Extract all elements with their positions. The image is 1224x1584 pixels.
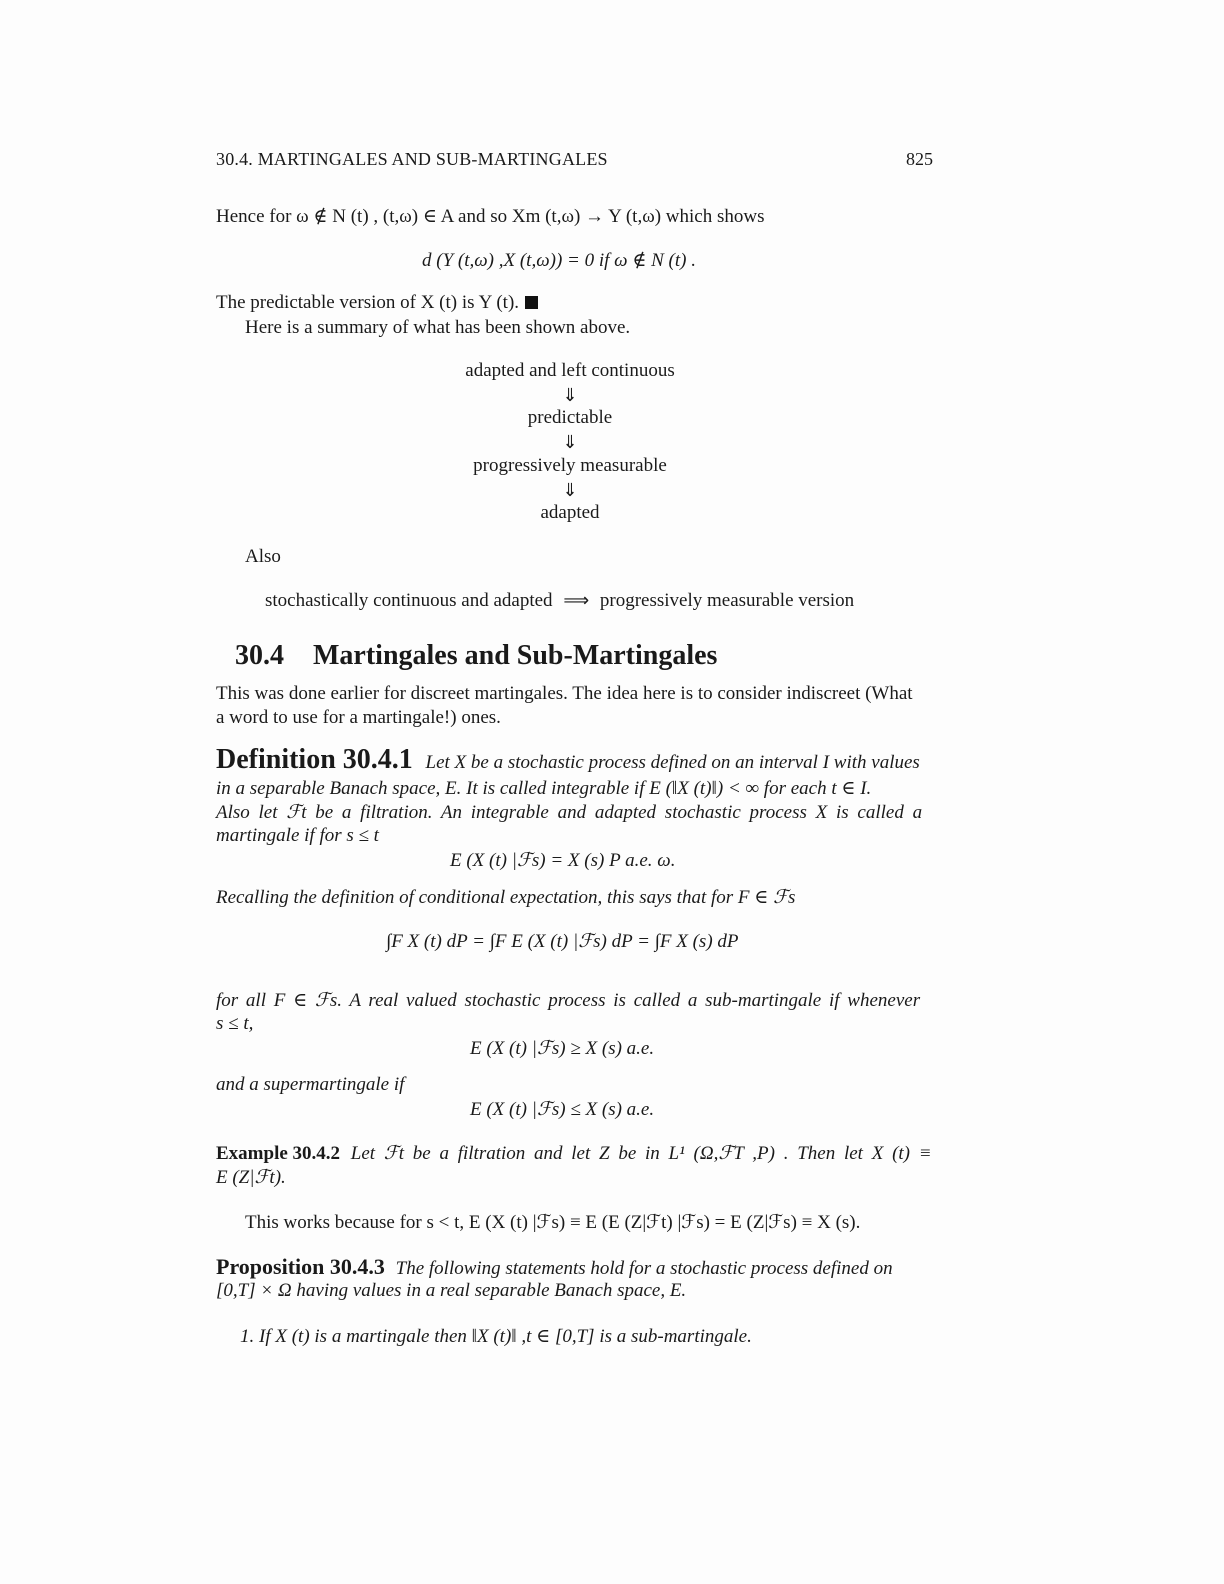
qed-icon: [525, 296, 538, 309]
implies-arrow-icon: ⟹: [563, 590, 590, 611]
section-number: 30.4: [235, 640, 284, 671]
definition-text-line2: in a separable Banach space, E. It is called integrable if E (‖X (t)‖) < ∞ for each t ∈ I.: [216, 778, 872, 799]
running-title: 30.4. MARTINGALES AND SUB-MARTINGALES: [216, 149, 608, 169]
chain-item-adapted: adapted: [540, 502, 600, 523]
down-arrow-icon: ⇓: [562, 432, 578, 453]
supermartingale-equation: E (X (t) |ℱs) ≤ X (s) a.e.: [470, 1099, 655, 1120]
example-heading: Example 30.4.2: [216, 1143, 341, 1164]
proposition-heading: Proposition 30.4.3: [216, 1254, 385, 1279]
definition-text-line5: for all F ∈ ℱs. A real valued stochastic process is called a sub-martingale if whenever: [216, 990, 921, 1011]
example-text-line2: E (Z|ℱt).: [216, 1167, 286, 1188]
submartingale-equation: E (X (t) |ℱs) ≥ X (s) a.e.: [470, 1038, 655, 1059]
martingale-equation: E (X (t) |ℱs) = X (s) P a.e. ω.: [450, 850, 676, 871]
also-label: Also: [245, 546, 281, 567]
also-left: stochastically continuous and adapted: [265, 590, 553, 611]
definition-text-line1: Let X be a stochastic process defined on an interval I with values: [425, 752, 920, 773]
proposition-text-line2: [0,T] × Ω having values in a real separable Banach space, E.: [216, 1280, 687, 1301]
down-arrow-icon: ⇓: [562, 480, 578, 501]
proposition-list-item-1: 1. If X (t) is a martingale then ‖X (t)‖ ,t ∈ [0,T] is a sub-martingale.: [240, 1326, 752, 1347]
chain-item-adapted-left-continuous: adapted and left continuous: [465, 360, 675, 381]
integral-equation: ∫F X (t) dP = ∫F E (X (t) |ℱs) dP = ∫F X (s) dP: [386, 931, 739, 952]
example-works-line: This works because for s < t, E (X (t) |ℱs) ≡ E (E (Z|ℱt) |ℱs) = E (Z|ℱs) ≡ X (s).: [245, 1212, 861, 1233]
chain-item-predictable: predictable: [527, 407, 613, 428]
also-statement: [265, 590, 854, 612]
section-intro-line1: This was done earlier for discreet martingales. The idea here is to consider indiscreet (What: [216, 683, 913, 704]
down-arrow-icon: ⇓: [562, 385, 578, 406]
example-first-line: [216, 1142, 932, 1165]
definition-text-line6: s ≤ t,: [216, 1013, 254, 1034]
section-title: Martingales and Sub-Martingales: [313, 640, 718, 671]
proof-line: Hence for ω ∉ N (t) , (t,ω) ∈ A and so Xm (t,ω) → Y (t,ω) which shows: [216, 206, 765, 227]
definition-text-line4: martingale if for s ≤ t: [216, 825, 379, 846]
definition-text-line3: Also let ℱt be a filtration. An integrable and adapted stochastic process X is called a: [216, 802, 923, 823]
proposition-text-line1: The following statements hold for a stochastic process defined on: [395, 1258, 893, 1279]
example-text-line1: Let ℱt be a filtration and let Z be in L¹ (Ω,ℱT ,P) . Then let X (t) ≡: [350, 1143, 932, 1164]
supermartingale-sentence: and a supermartingale if: [216, 1074, 405, 1095]
predictable-version-text: The predictable version of X (t) is Y (t).: [216, 292, 520, 313]
recall-sentence: Recalling the definition of conditional expectation, this says that for F ∈ ℱs: [216, 887, 796, 908]
proof-equation: d (Y (t,ω) ,X (t,ω)) = 0 if ω ∉ N (t) .: [422, 250, 696, 271]
definition-first-line: [216, 744, 926, 776]
chain-item-progressively-measurable: progressively measurable: [473, 455, 667, 476]
definition-heading: Definition 30.4.1: [216, 744, 413, 775]
section-heading: [235, 640, 717, 672]
also-right: progressively measurable version: [599, 590, 855, 611]
page-number: 825: [906, 149, 933, 169]
summary-intro: Here is a summary of what has been shown above.: [245, 317, 631, 338]
predictable-version-line: [216, 292, 538, 314]
proposition-first-line: [216, 1254, 926, 1280]
section-intro-line2: a word to use for a martingale!) ones.: [216, 707, 501, 728]
